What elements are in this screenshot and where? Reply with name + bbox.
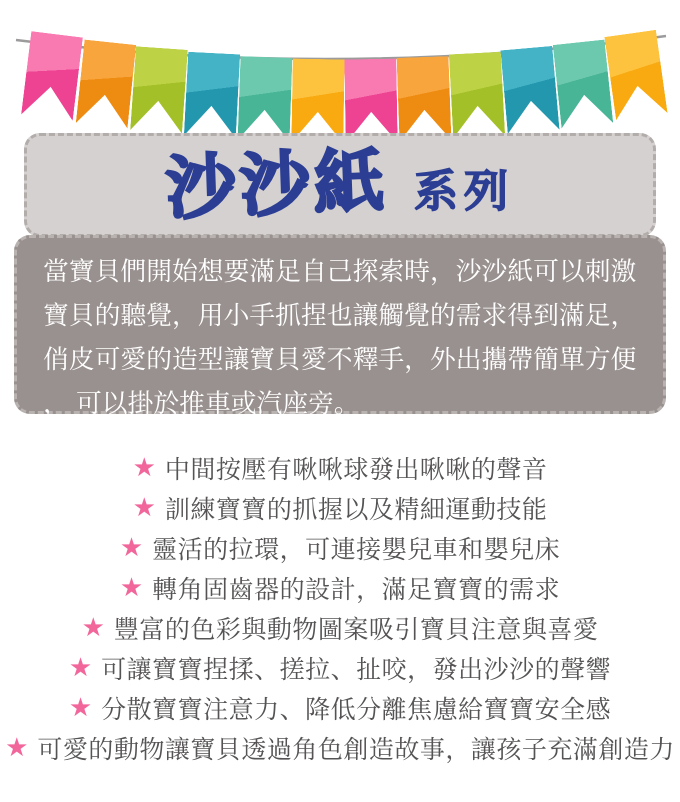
star-icon: ★	[81, 611, 105, 642]
feature-label: 靈活的拉環，可連接嬰兒車和嬰兒床	[152, 536, 561, 564]
feature-label: 中間按壓有啾啾球發出啾啾的聲音	[164, 456, 548, 484]
star-icon: ★	[132, 451, 156, 482]
feature-item	[0, 528, 680, 568]
pennant-banner	[0, 0, 680, 150]
feature-item	[0, 608, 680, 648]
description-text: 當寶貝們開始想要滿足自己探索時，沙沙紙可以刺激寶貝的聽覺，用小手抓捏也讓觸覺的需求得到滿足，俏皮可愛的造型讓寶貝愛不釋手，外出攜帶簡單方便， 可以掛於推車或汽座旁。	[43, 258, 637, 418]
star-icon: ★	[119, 571, 144, 602]
feature-item	[0, 728, 680, 768]
star-icon: ★	[68, 691, 93, 722]
feature-label: 可愛的動物讓寶貝透過角色創造故事，讓孩子充滿創造力	[37, 736, 675, 764]
series-title-card	[24, 133, 656, 237]
feature-label: 分散寶寶注意力、降低分離焦慮給寶寶安全感	[101, 696, 612, 724]
feature-label: 可讓寶寶捏揉、搓拉、扯咬，發出沙沙的聲響	[101, 656, 612, 684]
feature-item	[0, 568, 680, 608]
feature-label: 訓練寶寶的抓握以及精細運動技能	[164, 496, 548, 524]
feature-label: 豐富的色彩與動物圖案吸引寶貝注意與喜愛	[113, 616, 599, 644]
series-title-suffix: 系列	[414, 167, 514, 216]
description-card	[14, 235, 666, 418]
feature-item	[0, 648, 680, 688]
feature-list	[0, 448, 680, 768]
series-title: 沙沙紙	[164, 142, 390, 228]
feature-item	[0, 488, 680, 528]
feature-label: 轉角固齒器的設計，滿足寶寶的需求	[152, 576, 561, 604]
star-icon: ★	[68, 651, 93, 682]
feature-item	[0, 688, 680, 728]
star-icon: ★	[132, 491, 156, 522]
star-icon: ★	[119, 531, 144, 562]
star-icon: ★	[5, 731, 29, 762]
feature-item	[0, 448, 680, 488]
